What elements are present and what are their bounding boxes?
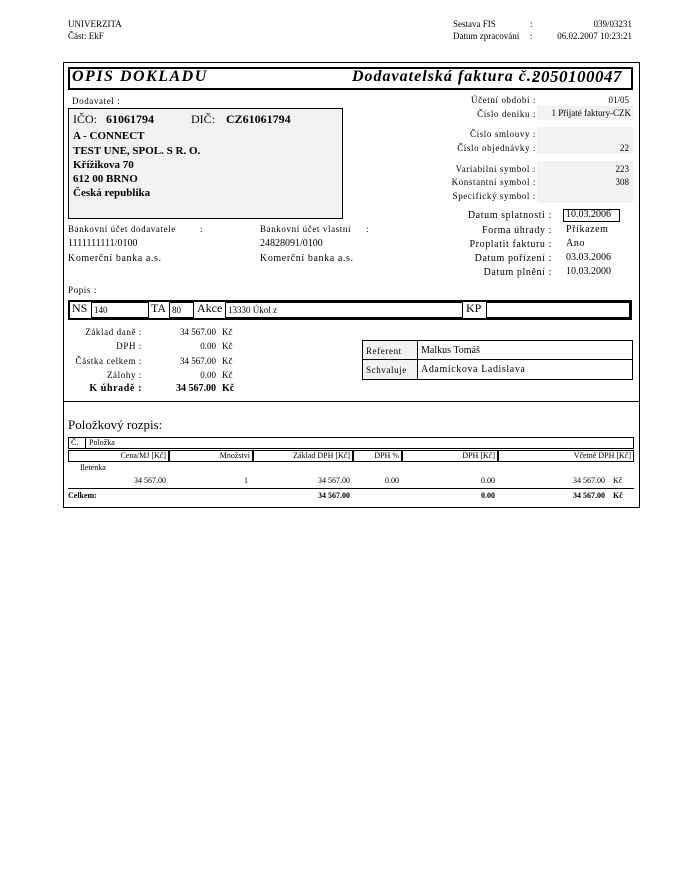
items-header-divider (85, 437, 86, 449)
items-total-vat: 0.00 (481, 491, 495, 500)
own-bank-name: Komerční banka a.s. (260, 253, 354, 264)
deposits-value: 0.00 (200, 370, 216, 380)
processed-datetime: 06.02.2007 10:23:21 (557, 31, 632, 41)
constant-symbol-value: 308 (615, 177, 629, 187)
items-heading: Položkový rozpis: (68, 417, 163, 432)
supplier-name: A - CONNECT (73, 130, 145, 142)
akce-value: 13330 Úkol z (228, 305, 277, 315)
supplier-bank-label: Bankovní účet dodavatele (68, 224, 176, 234)
processed-label: Datum zpracování (453, 31, 520, 41)
item-name: Iletenka (80, 463, 106, 472)
amount-due-label: K úhradě : (89, 383, 142, 394)
university-name: UNIVERZITA (68, 19, 122, 29)
constant-symbol-label: Konstantní symbol : (451, 177, 536, 187)
total-amount-label: Částka celkem : (75, 356, 142, 366)
document-title: OPIS DOKLADU (72, 68, 208, 85)
accounting-period-label: Účetní období : (471, 95, 536, 105)
col-vat-header: DPH [Kč] (462, 451, 495, 460)
supplier-country: Česká republika (73, 187, 151, 199)
col-price-header: Cena/MJ [Kč] (120, 451, 166, 460)
items-total-incl: 34 567.00 (573, 491, 605, 500)
deposits-currency: Kč (222, 370, 233, 380)
tax-base-value: 34 567.00 (180, 327, 216, 337)
col-total-header: Včetně DPH [Kč] (573, 451, 631, 460)
kp-field (486, 302, 630, 318)
variable-symbol-label: Variabilní symbol : (455, 164, 536, 174)
total-amount-value: 34 567.00 (180, 356, 216, 366)
ta-value: 80 (172, 305, 181, 315)
col-vat-pct-header: DPH % (374, 451, 399, 460)
journal-number-label: Číslo deníku : (477, 109, 536, 119)
ns-label: NS (72, 301, 88, 315)
due-date-label: Datum splatnosti : (467, 210, 552, 221)
kp-label: KP (466, 301, 482, 315)
total-amount-currency: Kč (222, 356, 233, 366)
approval-column-divider (417, 340, 418, 380)
own-bank-label: Bankovní účet vlastní (260, 224, 352, 234)
amount-due-currency: Kč (222, 383, 235, 394)
ns-value: 140 (94, 305, 108, 315)
dic-label: DIČ: (191, 112, 215, 126)
item-total: 34 567.00 (573, 476, 605, 485)
referent-label: Referent (366, 346, 402, 356)
deposits-label: Zálohy : (106, 370, 142, 380)
ico-label: IČO: (73, 112, 97, 126)
approval-row-divider (362, 359, 633, 360)
ta-label: TA (151, 301, 167, 315)
supplier-name-2: TEST UNE, SPOL. S R. O. (73, 145, 201, 157)
item-quantity: 1 (244, 476, 248, 485)
approver-value: Adamickova Ladislava (421, 364, 526, 375)
pay-invoice-value: Ano (566, 238, 586, 249)
fulfillment-date-label: Datum plnění : (483, 267, 552, 278)
items-total-label: Celkem: (68, 491, 97, 500)
variable-symbol-value: 223 (615, 164, 629, 174)
invoice-title: Dodavatelská faktura č.: (352, 68, 539, 85)
invoice-number: 2050100047 (532, 67, 622, 86)
approver-label: Schvaluje (366, 365, 407, 375)
item-vat: 0.00 (481, 476, 495, 485)
col-qty-header: Množství (219, 451, 250, 460)
item-vat-pct: 0.00 (385, 476, 399, 485)
total-divider (68, 488, 634, 489)
tax-base-label: Základ daně : (85, 327, 142, 337)
order-number-label: Číslo objednávky : (457, 143, 536, 153)
col-base-header: Základ DPH [Kč] (293, 451, 350, 460)
item-currency: Kč (613, 476, 623, 485)
journal-number-value: 1 Přijaté faktury-CZK (551, 108, 631, 118)
faculty-part: Část: EkF (68, 31, 104, 41)
supplier-street: Křížikova 70 (73, 159, 134, 171)
supplier-bank-separator: : (200, 224, 203, 234)
payment-method-value: Příkazem (566, 224, 609, 235)
supplier-bank-name: Komerční banka a.s. (68, 253, 162, 264)
vat-value: 0.00 (200, 341, 216, 351)
item-price: 34 567.00 (134, 476, 166, 485)
processed-separator: : (530, 31, 533, 41)
report-label: Sestava FIS (453, 19, 496, 29)
referent-value: Malkus Tomáš (421, 345, 480, 356)
specific-symbol-label: Specifický symbol : (452, 191, 536, 201)
supplier-bank-account: 1111111111/0100 (68, 238, 138, 249)
supplier-label: Dodavatel : (72, 96, 121, 106)
pay-invoice-label: Proplatit fakturu : (469, 239, 552, 250)
tax-base-currency: Kč (222, 327, 233, 337)
akce-label: Akce (197, 301, 223, 315)
payment-method-label: Forma úhrady : (481, 225, 552, 236)
items-total-currency: Kč (613, 491, 623, 500)
report-code: 039/03231 (593, 19, 632, 29)
description-label: Popis : (68, 285, 97, 295)
items-header-row-1 (68, 437, 634, 449)
ico-value: 61061794 (106, 112, 154, 126)
dic-value: CZ61061794 (226, 112, 291, 126)
vat-label: DPH : (116, 341, 142, 351)
report-separator: : (530, 19, 533, 29)
created-date-label: Datum pořízení : (474, 253, 552, 264)
own-bank-separator: : (366, 224, 369, 234)
due-date-value: 10.03.2006 (566, 209, 611, 220)
vat-currency: Kč (222, 341, 233, 351)
amount-due-value: 34 567.00 (176, 383, 216, 394)
col-item-header: Položka (89, 438, 115, 447)
supplier-city: 612 00 BRNO (73, 173, 138, 185)
item-base: 34 567.00 (318, 476, 350, 485)
contract-number-label: Číslo smlouvy : (469, 129, 536, 139)
accounting-period-value: 01/05 (608, 95, 629, 105)
created-date-value: 03.03.2006 (566, 252, 611, 263)
items-total-base: 34 567.00 (318, 491, 350, 500)
fulfillment-date-value: 10.03.2000 (566, 266, 611, 277)
section-divider (63, 401, 640, 402)
col-number-header: Č. (71, 438, 79, 447)
own-bank-account: 24828091/0100 (260, 238, 323, 249)
order-number-value: 22 (620, 143, 629, 153)
